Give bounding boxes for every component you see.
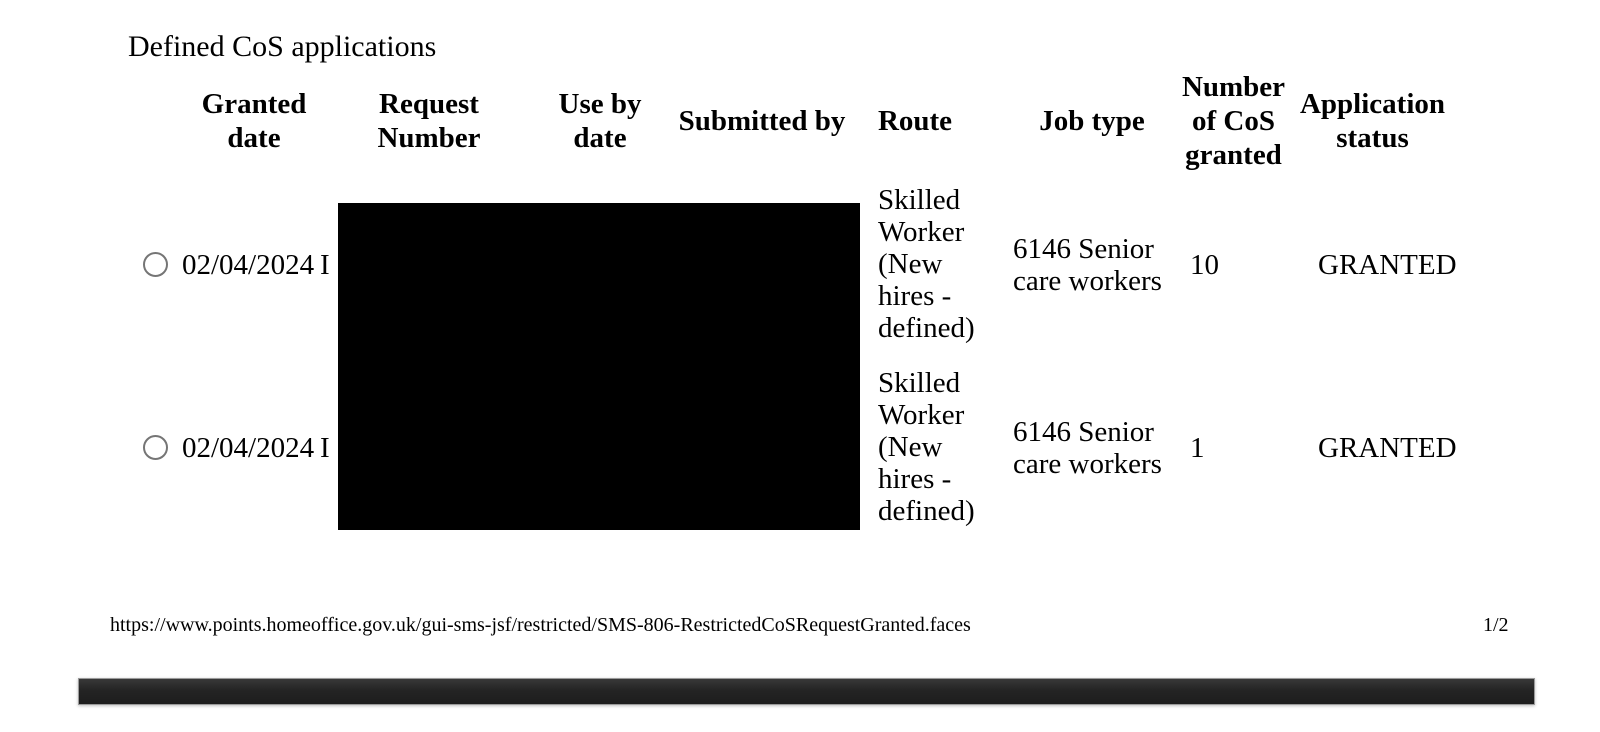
- job-type-cell: 6146 Senior care workers: [1013, 233, 1162, 297]
- granted-date-cell: 02/04/2024: [182, 249, 315, 281]
- redacted-text-remnant: I: [320, 432, 330, 464]
- route-cell: Skilled Worker (New hires - defined): [878, 367, 975, 527]
- column-header-request-number: Request Number: [377, 88, 481, 154]
- number-of-cos-granted-cell: 1: [1190, 432, 1205, 464]
- column-header-job-type: Job type: [1039, 105, 1145, 137]
- row-select-radio[interactable]: [143, 252, 168, 277]
- job-type-cell: 6146 Senior care workers: [1013, 416, 1162, 480]
- dark-divider-bar: [78, 678, 1535, 705]
- application-status-cell: GRANTED: [1318, 249, 1457, 281]
- page-number-indicator: 1/2: [1483, 614, 1509, 636]
- redacted-text-remnant: I: [320, 249, 330, 281]
- application-status-cell: GRANTED: [1318, 432, 1457, 464]
- route-cell: Skilled Worker (New hires - defined): [878, 184, 975, 344]
- column-header-granted-date: Granted date: [201, 88, 307, 154]
- column-header-submitted-by: Submitted by: [678, 105, 846, 137]
- redaction-box: [338, 203, 860, 530]
- number-of-cos-granted-cell: 10: [1190, 249, 1219, 281]
- column-header-number-of-cos-granted: Number of CoS granted: [1181, 71, 1286, 171]
- column-header-route: Route: [877, 105, 953, 137]
- column-header-use-by-date: Use by date: [558, 88, 642, 154]
- page-title: Defined CoS applications: [128, 30, 437, 63]
- print-footer-url: https://www.points.homeoffice.gov.uk/gui-sms-jsf/restricted/SMS-806-RestrictedCoSRequestGranted.faces: [110, 614, 971, 636]
- granted-date-cell: 02/04/2024: [182, 432, 315, 464]
- row-select-radio[interactable]: [143, 435, 168, 460]
- column-header-application-status: Application status: [1299, 88, 1446, 154]
